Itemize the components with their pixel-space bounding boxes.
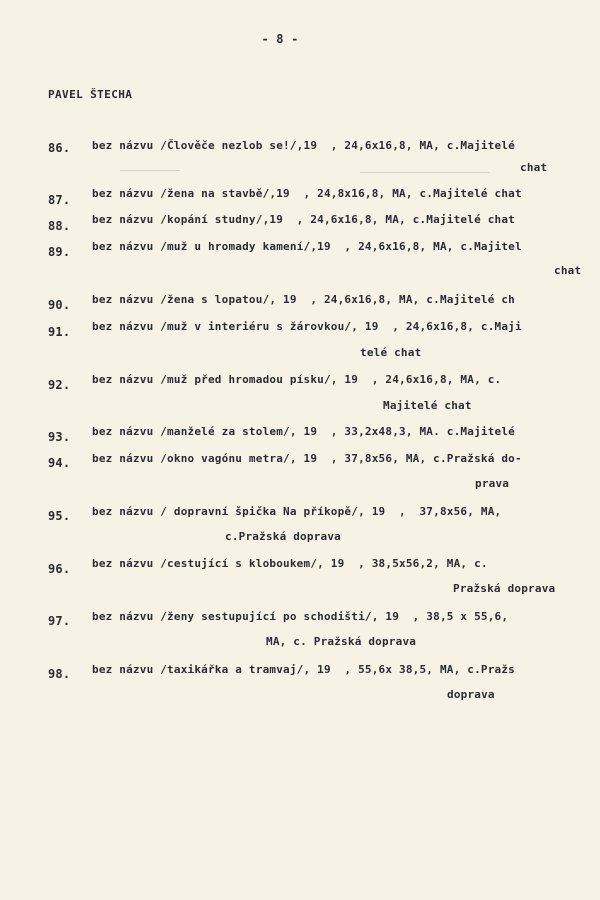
entry-continuation: chat — [554, 264, 582, 277]
page-number: - 8 - — [261, 32, 299, 46]
entry-continuation: doprava — [447, 688, 495, 701]
show-through-mark — [120, 170, 180, 171]
entry-continuation: chat — [520, 161, 548, 174]
entry-number: 94. — [48, 456, 71, 470]
entry-text: bez názvu / dopravní špička Na příkopě/, 19 , 37,8x56, MA, — [92, 505, 502, 518]
entry-text: bez názvu /taxikářka a tramvaj/, 19 , 55,6x 38,5, MA, c.Pražs — [92, 663, 515, 676]
entry-text: bez názvu /muž v interiéru s žárovkou/, 19 , 24,6x16,8, c.Maji — [92, 320, 522, 333]
entry-number: 87. — [48, 193, 71, 207]
entry-text: bez názvu /muž před hromadou písku/, 19 , 24,6x16,8, MA, c. — [92, 373, 502, 386]
entry-text: bez názvu /kopání studny/,19 , 24,6x16,8, MA, c.Majitelé chat — [92, 213, 515, 226]
entry-text: bez názvu /Člověče nezlob se!/,19 , 24,6x16,8, MA, c.Majitelé — [92, 139, 515, 152]
entry-continuation: Majitelé chat — [383, 399, 472, 412]
entry-continuation: MA, c. Pražská doprava — [266, 635, 417, 648]
entry-number: 90. — [48, 298, 71, 312]
entry-number: 88. — [48, 219, 71, 233]
entry-text: bez názvu /muž u hromady kamení/,19 , 24,6x16,8, MA, c.Majitel — [92, 240, 522, 253]
entry-number: 96. — [48, 562, 71, 576]
entry-text: bez názvu /manželé za stolem/, 19 , 33,2x48,3, MA. c.Majitelé — [92, 425, 515, 438]
entry-number: 98. — [48, 667, 71, 681]
entry-text: bez názvu /žena na stavbě/,19 , 24,8x16,8, MA, c.Majitelé chat — [92, 187, 522, 200]
entry-number: 91. — [48, 325, 71, 339]
entry-continuation: Pražská doprava — [453, 582, 556, 595]
entry-continuation: telé chat — [360, 346, 422, 359]
show-through-mark — [360, 172, 490, 173]
entry-text: bez názvu /žena s lopatou/, 19 , 24,6x16,8, MA, c.Majitelé ch — [92, 293, 515, 306]
entry-text: bez názvu /cestující s kloboukem/, 19 , 38,5x56,2, MA, c. — [92, 557, 488, 570]
author-heading: PAVEL ŠTECHA — [48, 88, 133, 101]
entry-number: 89. — [48, 245, 71, 259]
entry-text: bez názvu /ženy sestupující po schodišti/, 19 , 38,5 x 55,6, — [92, 610, 509, 623]
entry-number: 86. — [48, 141, 71, 155]
entry-continuation: prava — [475, 477, 510, 490]
entry-number: 92. — [48, 378, 71, 392]
entry-continuation: c.Pražská doprava — [225, 530, 341, 543]
entry-number: 97. — [48, 614, 71, 628]
entry-number: 95. — [48, 509, 71, 523]
entry-text: bez názvu /okno vagónu metra/, 19 , 37,8x56, MA, c.Pražská do- — [92, 452, 522, 465]
entry-number: 93. — [48, 430, 71, 444]
